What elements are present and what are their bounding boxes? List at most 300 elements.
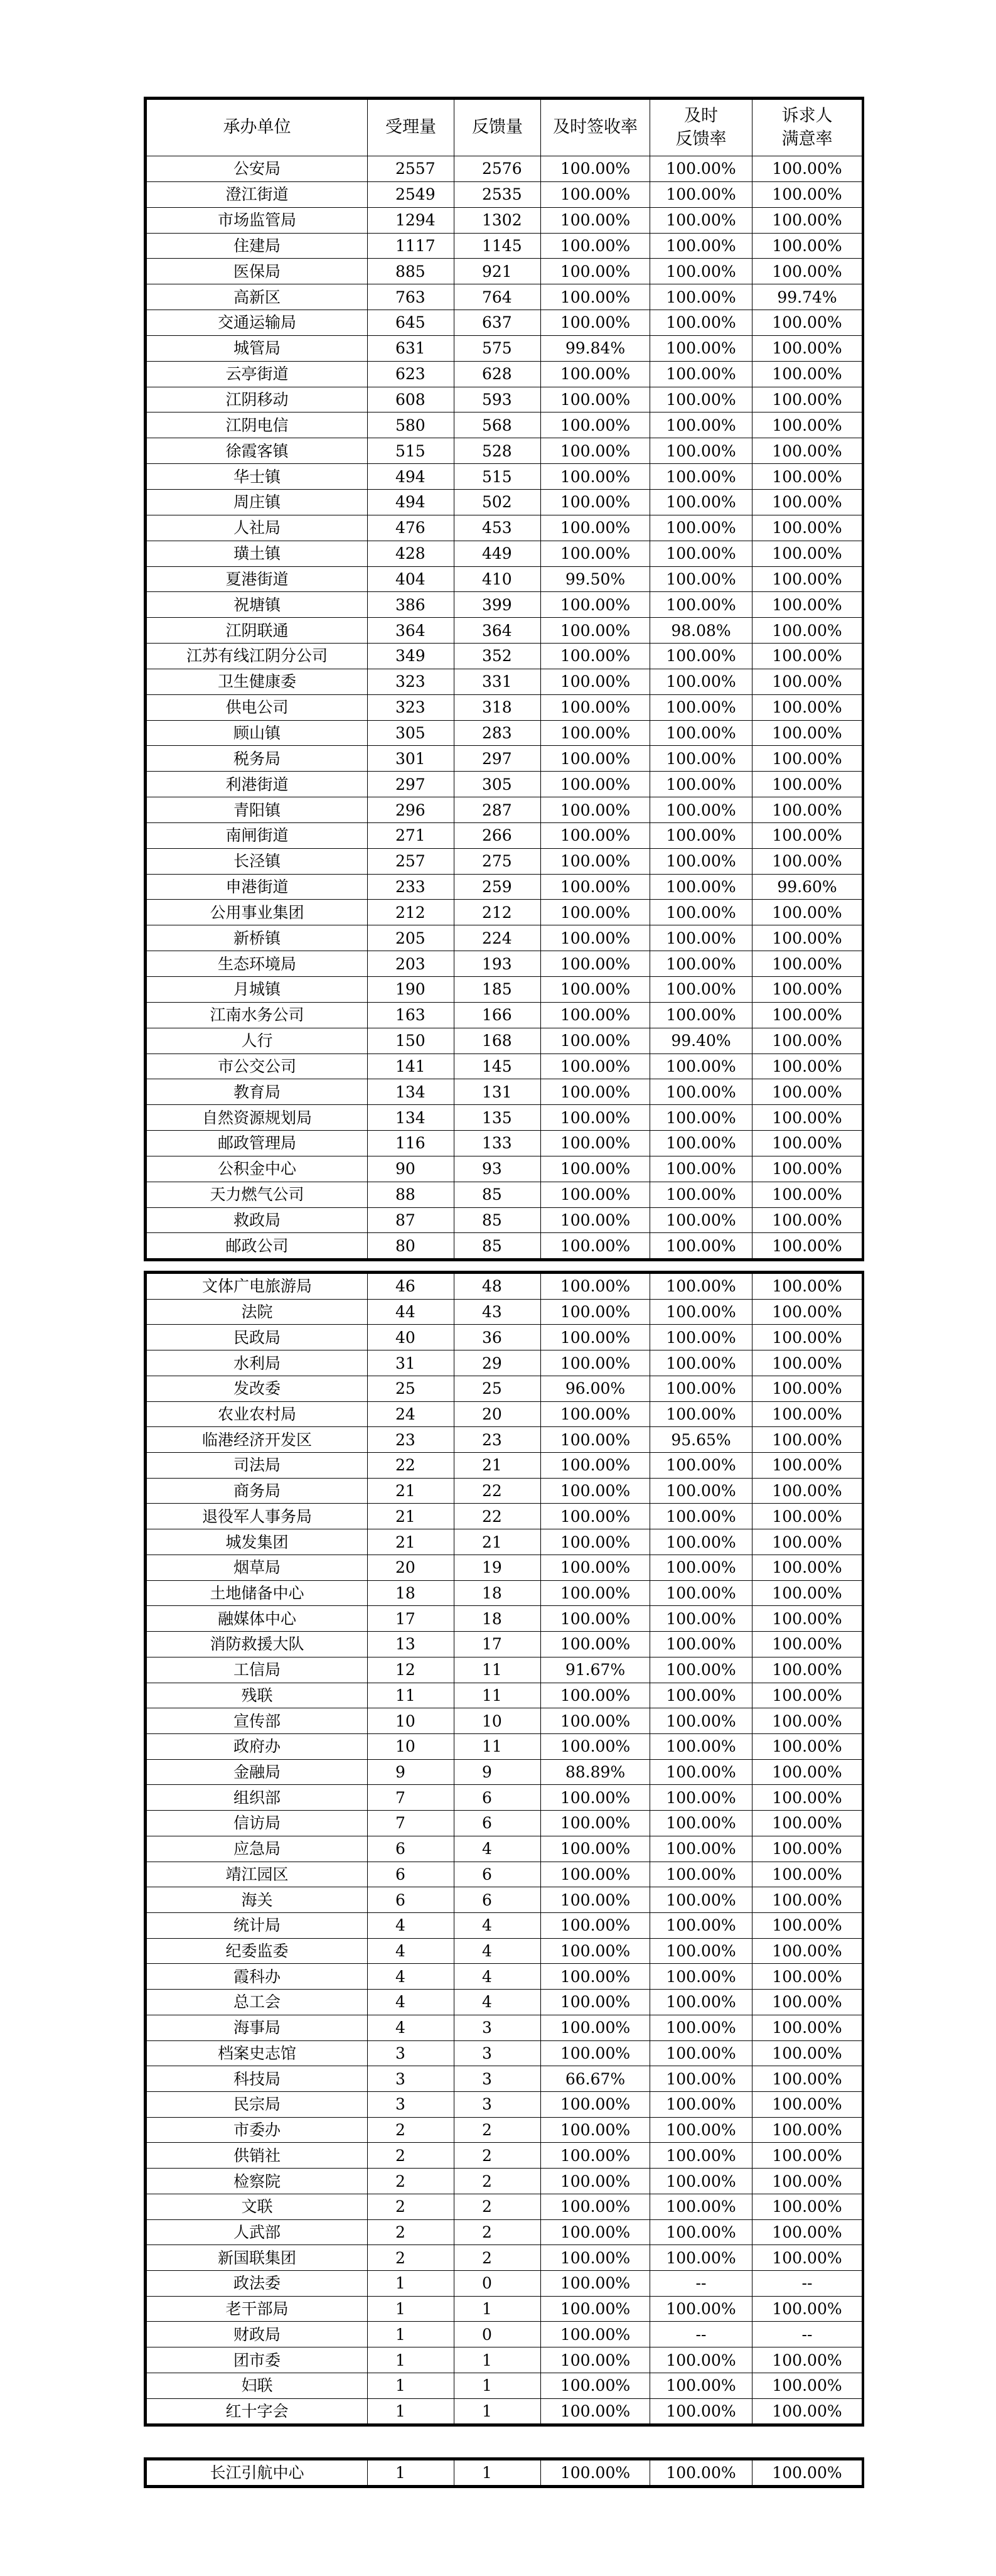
cell-timely-sign: 100.00%	[541, 464, 650, 490]
cell-satisfaction: 100.00%	[752, 361, 862, 387]
cell-received: 21	[368, 1504, 454, 1529]
cell-timely-sign: 100.00%	[541, 1580, 650, 1606]
cell-unit: 科技局	[147, 2066, 368, 2092]
cell-received: 212	[368, 900, 454, 925]
table-row	[147, 1105, 862, 1131]
cell-received: 1	[368, 2347, 454, 2373]
cell-feedback: 764	[454, 284, 541, 310]
cell-timely-sign: 100.00%	[541, 1733, 650, 1759]
cell-timely-feedback: 100.00%	[650, 720, 752, 746]
cell-unit: 供电公司	[147, 694, 368, 720]
cell-timely-feedback: 100.00%	[650, 1683, 752, 1708]
cell-feedback: 21	[454, 1453, 541, 1479]
table-row	[147, 951, 862, 977]
cell-feedback: 1	[454, 2296, 541, 2322]
cell-timely-sign: 100.00%	[541, 541, 650, 566]
cell-timely-sign: 100.00%	[541, 925, 650, 951]
table-row	[147, 412, 862, 438]
table-row	[147, 2117, 862, 2143]
cell-feedback: 168	[454, 1028, 541, 1054]
cell-feedback: 6	[454, 1811, 541, 1836]
cell-unit: 华士镇	[147, 464, 368, 490]
cell-feedback: 1	[454, 2373, 541, 2398]
cell-satisfaction: 100.00%	[752, 1427, 862, 1453]
cell-received: 46	[368, 1274, 454, 1300]
cell-timely-feedback: 100.00%	[650, 2040, 752, 2066]
cell-satisfaction: 100.00%	[752, 1156, 862, 1182]
cell-received: 2	[368, 2143, 454, 2169]
cell-received: 1	[368, 2460, 454, 2486]
cell-timely-feedback: 100.00%	[650, 797, 752, 823]
cell-unit: 邮政公司	[147, 1233, 368, 1259]
table-row	[147, 746, 862, 772]
cell-satisfaction: 100.00%	[752, 1811, 862, 1836]
cell-timely-feedback: 100.00%	[650, 1182, 752, 1207]
cell-timely-sign: 100.00%	[541, 310, 650, 336]
cell-satisfaction: 100.00%	[752, 1002, 862, 1028]
cell-timely-feedback: 100.00%	[650, 2194, 752, 2219]
cell-timely-feedback: 100.00%	[650, 694, 752, 720]
cell-feedback: 399	[454, 592, 541, 618]
table-row	[147, 489, 862, 515]
cell-received: 150	[368, 1028, 454, 1054]
cell-feedback: 4	[454, 1938, 541, 1964]
cell-feedback: 2	[454, 2219, 541, 2245]
cell-feedback: 1145	[454, 233, 541, 259]
cell-unit: 江阴电信	[147, 412, 368, 438]
table-row	[147, 2092, 862, 2118]
cell-timely-feedback: 100.00%	[650, 2092, 752, 2118]
table-row	[147, 2245, 862, 2271]
cell-received: 116	[368, 1131, 454, 1156]
cell-received: 24	[368, 1401, 454, 1427]
cell-feedback: 637	[454, 310, 541, 336]
cell-timely-feedback: 100.00%	[650, 284, 752, 310]
cell-unit: 公用事业集团	[147, 900, 368, 925]
cell-satisfaction: 100.00%	[752, 772, 862, 797]
cell-timely-sign: 100.00%	[541, 515, 650, 541]
cell-received: 494	[368, 464, 454, 490]
cell-feedback: 287	[454, 797, 541, 823]
cell-timely-sign: 100.00%	[541, 233, 650, 259]
cell-timely-feedback: 100.00%	[650, 1105, 752, 1131]
table-row	[147, 1912, 862, 1938]
cell-satisfaction: --	[752, 2271, 862, 2297]
cell-unit: 海关	[147, 1887, 368, 1913]
cell-timely-sign: 100.00%	[541, 1156, 650, 1182]
cell-timely-sign: 100.00%	[541, 1478, 650, 1504]
cell-received: 9	[368, 1759, 454, 1785]
cell-feedback: 145	[454, 1054, 541, 1079]
table-row	[147, 1785, 862, 1811]
cell-timely-sign: 100.00%	[541, 1079, 650, 1105]
table-row	[147, 1350, 862, 1376]
table-row	[147, 1207, 862, 1233]
table-row	[147, 1683, 862, 1708]
cell-received: 44	[368, 1299, 454, 1325]
cell-unit: 新国联集团	[147, 2245, 368, 2271]
cell-unit: 周庄镇	[147, 489, 368, 515]
table-row	[147, 2219, 862, 2245]
cell-satisfaction: 100.00%	[752, 515, 862, 541]
cell-timely-feedback: 100.00%	[650, 644, 752, 669]
cell-satisfaction: 100.00%	[752, 1325, 862, 1350]
cell-timely-feedback: 100.00%	[650, 1580, 752, 1606]
cell-timely-feedback: 100.00%	[650, 387, 752, 412]
table-row	[147, 361, 862, 387]
cell-satisfaction: 100.00%	[752, 900, 862, 925]
cell-satisfaction: 100.00%	[752, 1105, 862, 1131]
cell-timely-feedback: 100.00%	[650, 2296, 752, 2322]
cell-satisfaction: 100.00%	[752, 1887, 862, 1913]
cell-received: 1	[368, 2373, 454, 2398]
cell-feedback: 568	[454, 412, 541, 438]
cell-unit: 临港经济开发区	[147, 1427, 368, 1453]
cell-timely-feedback: 100.00%	[650, 2143, 752, 2169]
cell-timely-feedback: 100.00%	[650, 1733, 752, 1759]
cell-received: 885	[368, 259, 454, 284]
cell-unit: 市场监管局	[147, 207, 368, 233]
cell-timely-sign: 100.00%	[541, 1708, 650, 1734]
table-row	[147, 2398, 862, 2424]
cell-feedback: 921	[454, 259, 541, 284]
cell-timely-feedback: 100.00%	[650, 951, 752, 977]
cell-satisfaction: 100.00%	[752, 592, 862, 618]
cell-unit: 民政局	[147, 1325, 368, 1350]
table-row	[147, 1054, 862, 1079]
cell-feedback: 515	[454, 464, 541, 490]
cell-unit: 长泾镇	[147, 848, 368, 874]
cell-timely-feedback: 100.00%	[650, 746, 752, 772]
cell-unit: 江阴移动	[147, 387, 368, 412]
cell-timely-sign: 100.00%	[541, 2040, 650, 2066]
final-table	[144, 2457, 864, 2488]
cell-unit: 天力燃气公司	[147, 1182, 368, 1207]
cell-feedback: 1	[454, 2347, 541, 2373]
table-row	[147, 1453, 862, 1479]
cell-timely-sign: 100.00%	[541, 1862, 650, 1887]
cell-unit: 供销社	[147, 2143, 368, 2169]
header-timely-feedback: 及时 反馈率	[650, 100, 752, 156]
table-row	[147, 2322, 862, 2347]
table-row	[147, 874, 862, 900]
cell-feedback: 43	[454, 1299, 541, 1325]
cell-satisfaction: 100.00%	[752, 259, 862, 284]
cell-timely-sign: 100.00%	[541, 2117, 650, 2143]
cell-unit: 长江引航中心	[147, 2460, 368, 2486]
cell-satisfaction: 100.00%	[752, 2347, 862, 2373]
cell-received: 476	[368, 515, 454, 541]
cell-timely-sign: 100.00%	[541, 284, 650, 310]
cell-timely-feedback: 100.00%	[650, 1912, 752, 1938]
cell-received: 428	[368, 541, 454, 566]
cell-unit: 检察院	[147, 2169, 368, 2194]
cell-satisfaction: 100.00%	[752, 1054, 862, 1079]
table-row	[147, 1233, 862, 1259]
cell-timely-sign: 100.00%	[541, 2398, 650, 2424]
cell-unit: 江阴联通	[147, 618, 368, 644]
cell-feedback: 22	[454, 1504, 541, 1529]
cell-timely-feedback: 100.00%	[650, 259, 752, 284]
cell-received: 203	[368, 951, 454, 977]
cell-received: 6	[368, 1836, 454, 1862]
cell-timely-feedback: 100.00%	[650, 1079, 752, 1105]
cell-timely-feedback: 100.00%	[650, 1862, 752, 1887]
cell-feedback: 6	[454, 1785, 541, 1811]
cell-timely-sign: 100.00%	[541, 1632, 650, 1657]
cell-timely-sign: 100.00%	[541, 207, 650, 233]
cell-timely-feedback: 100.00%	[650, 1274, 752, 1300]
table-row	[147, 1811, 862, 1836]
cell-received: 305	[368, 720, 454, 746]
cell-feedback: 2	[454, 2143, 541, 2169]
cell-timely-sign: 100.00%	[541, 1054, 650, 1079]
cell-timely-feedback: 100.00%	[650, 515, 752, 541]
cell-feedback: 352	[454, 644, 541, 669]
cell-timely-sign: 100.00%	[541, 951, 650, 977]
cell-satisfaction: 100.00%	[752, 412, 862, 438]
cell-timely-feedback: 100.00%	[650, 1887, 752, 1913]
cell-unit: 纪委监委	[147, 1938, 368, 1964]
cell-satisfaction: 100.00%	[752, 2296, 862, 2322]
cell-received: 4	[368, 1964, 454, 1990]
cell-timely-sign: 100.00%	[541, 1811, 650, 1836]
cell-satisfaction: 100.00%	[752, 694, 862, 720]
cell-timely-sign: 100.00%	[541, 1105, 650, 1131]
cell-unit: 民宗局	[147, 2092, 368, 2118]
cell-timely-sign: 100.00%	[541, 412, 650, 438]
cell-timely-sign: 100.00%	[541, 1453, 650, 1479]
cell-received: 3	[368, 2092, 454, 2118]
cell-feedback: 21	[454, 1529, 541, 1555]
cell-feedback: 410	[454, 566, 541, 592]
cell-timely-sign: 100.00%	[541, 746, 650, 772]
cell-received: 25	[368, 1376, 454, 1401]
cell-timely-feedback: 100.00%	[650, 2117, 752, 2143]
cell-feedback: 6	[454, 1862, 541, 1887]
cell-timely-sign: 100.00%	[541, 1131, 650, 1156]
cell-received: 4	[368, 1938, 454, 1964]
cell-timely-sign: 100.00%	[541, 822, 650, 848]
cell-received: 6	[368, 1887, 454, 1913]
table-row	[147, 1325, 862, 1350]
cell-satisfaction: 100.00%	[752, 541, 862, 566]
cell-feedback: 85	[454, 1233, 541, 1259]
cell-feedback: 3	[454, 2015, 541, 2040]
table-row	[147, 2169, 862, 2194]
cell-timely-sign: 100.00%	[541, 874, 650, 900]
cell-unit: 残联	[147, 1683, 368, 1708]
cell-timely-feedback: 100.00%	[650, 2373, 752, 2398]
cell-feedback: 48	[454, 1274, 541, 1300]
cell-unit: 商务局	[147, 1478, 368, 1504]
cell-satisfaction: 100.00%	[752, 797, 862, 823]
cell-unit: 公安局	[147, 156, 368, 182]
table-row	[147, 207, 862, 233]
cell-satisfaction: 100.00%	[752, 1990, 862, 2015]
cell-unit: 人武部	[147, 2219, 368, 2245]
cell-unit: 人行	[147, 1028, 368, 1054]
cell-satisfaction: 100.00%	[752, 1657, 862, 1683]
cell-timely-sign: 100.00%	[541, 1427, 650, 1453]
table-row	[147, 772, 862, 797]
cell-timely-feedback: 100.00%	[650, 1759, 752, 1785]
table-row	[147, 1606, 862, 1632]
cell-timely-feedback: 100.00%	[650, 2347, 752, 2373]
cell-timely-feedback: 100.00%	[650, 1555, 752, 1580]
cell-timely-feedback: 100.00%	[650, 1478, 752, 1504]
cell-unit: 烟草局	[147, 1555, 368, 1580]
cell-unit: 应急局	[147, 1836, 368, 1862]
cell-received: 4	[368, 1912, 454, 1938]
cell-satisfaction: --	[752, 2322, 862, 2347]
cell-feedback: 3	[454, 2040, 541, 2066]
cell-received: 4	[368, 2015, 454, 2040]
cell-timely-sign: 100.00%	[541, 1233, 650, 1259]
cell-satisfaction: 100.00%	[752, 1028, 862, 1054]
cell-unit: 祝塘镇	[147, 592, 368, 618]
cell-unit: 人社局	[147, 515, 368, 541]
cell-satisfaction: 100.00%	[752, 1504, 862, 1529]
cell-satisfaction: 100.00%	[752, 335, 862, 361]
cell-satisfaction: 100.00%	[752, 1836, 862, 1862]
table-row	[147, 515, 862, 541]
cell-timely-sign: 100.00%	[541, 1683, 650, 1708]
cell-received: 763	[368, 284, 454, 310]
cell-received: 2549	[368, 181, 454, 207]
cell-timely-feedback: 100.00%	[650, 1836, 752, 1862]
cell-unit: 市委办	[147, 2117, 368, 2143]
table-row	[147, 1529, 862, 1555]
cell-timely-feedback: 100.00%	[650, 1401, 752, 1427]
table-row	[147, 592, 862, 618]
cell-feedback: 2	[454, 2169, 541, 2194]
cell-satisfaction: 100.00%	[752, 2066, 862, 2092]
cell-timely-sign: 100.00%	[541, 1555, 650, 1580]
cell-unit: 法院	[147, 1299, 368, 1325]
cell-satisfaction: 100.00%	[752, 746, 862, 772]
cell-received: 134	[368, 1079, 454, 1105]
table-row	[147, 2460, 862, 2486]
cell-received: 1	[368, 2398, 454, 2424]
cell-timely-sign: 100.00%	[541, 1938, 650, 1964]
cell-timely-sign: 100.00%	[541, 1182, 650, 1207]
cell-satisfaction: 100.00%	[752, 181, 862, 207]
table-row	[147, 2271, 862, 2297]
cell-received: 12	[368, 1657, 454, 1683]
cell-unit: 公积金中心	[147, 1156, 368, 1182]
continued-table	[144, 1271, 864, 2427]
cell-unit: 徐霞客镇	[147, 438, 368, 464]
cell-received: 233	[368, 874, 454, 900]
cell-satisfaction: 100.00%	[752, 489, 862, 515]
cell-unit: 宣传部	[147, 1708, 368, 1734]
cell-unit: 团市委	[147, 2347, 368, 2373]
cell-received: 190	[368, 977, 454, 1003]
cell-timely-sign: 100.00%	[541, 1002, 650, 1028]
cell-satisfaction: 100.00%	[752, 2143, 862, 2169]
cell-timely-feedback: 99.40%	[650, 1028, 752, 1054]
cell-feedback: 453	[454, 515, 541, 541]
cell-timely-feedback: --	[650, 2322, 752, 2347]
header-satisfaction: 诉求人 满意率	[752, 100, 862, 156]
cell-timely-sign: 100.00%	[541, 900, 650, 925]
cell-feedback: 10	[454, 1708, 541, 1734]
cell-timely-feedback: 100.00%	[650, 2015, 752, 2040]
cell-received: 1117	[368, 233, 454, 259]
cell-received: 257	[368, 848, 454, 874]
cell-timely-feedback: 100.00%	[650, 669, 752, 694]
cell-timely-sign: 100.00%	[541, 1912, 650, 1938]
cell-received: 163	[368, 1002, 454, 1028]
cell-timely-feedback: 100.00%	[650, 233, 752, 259]
cell-unit: 财政局	[147, 2322, 368, 2347]
cell-unit: 云亭街道	[147, 361, 368, 387]
cell-feedback: 266	[454, 822, 541, 848]
cell-timely-feedback: 100.00%	[650, 822, 752, 848]
cell-timely-feedback: 100.00%	[650, 181, 752, 207]
cell-satisfaction: 100.00%	[752, 618, 862, 644]
cell-unit: 组织部	[147, 1785, 368, 1811]
cell-satisfaction: 100.00%	[752, 848, 862, 874]
table-row	[147, 1401, 862, 1427]
cell-timely-feedback: 100.00%	[650, 2460, 752, 2486]
cell-timely-feedback: 100.00%	[650, 900, 752, 925]
cell-received: 40	[368, 1325, 454, 1350]
cell-unit: 卫生健康委	[147, 669, 368, 694]
cell-timely-feedback: 100.00%	[650, 464, 752, 490]
cell-feedback: 297	[454, 746, 541, 772]
cell-satisfaction: 100.00%	[752, 1759, 862, 1785]
cell-feedback: 18	[454, 1580, 541, 1606]
cell-timely-sign: 100.00%	[541, 438, 650, 464]
cell-timely-feedback: 100.00%	[650, 1785, 752, 1811]
cell-timely-feedback: 100.00%	[650, 1350, 752, 1376]
cell-timely-feedback: 100.00%	[650, 156, 752, 182]
cell-received: 2	[368, 2194, 454, 2219]
cell-timely-feedback: 100.00%	[650, 1938, 752, 1964]
cell-received: 631	[368, 335, 454, 361]
cell-satisfaction: 100.00%	[752, 1529, 862, 1555]
header-timely-sign: 及时签收率	[541, 100, 650, 156]
cell-feedback: 331	[454, 669, 541, 694]
cell-feedback: 36	[454, 1325, 541, 1350]
cell-satisfaction: 100.00%	[752, 1733, 862, 1759]
cell-timely-feedback: 100.00%	[650, 2219, 752, 2245]
cell-satisfaction: 100.00%	[752, 2373, 862, 2398]
cell-received: 1	[368, 2271, 454, 2297]
table-row	[147, 1759, 862, 1785]
cell-unit: 信访局	[147, 1811, 368, 1836]
cell-satisfaction: 100.00%	[752, 1708, 862, 1734]
cell-timely-feedback: 100.00%	[650, 1325, 752, 1350]
cell-satisfaction: 100.00%	[752, 822, 862, 848]
cell-feedback: 20	[454, 1401, 541, 1427]
cell-unit: 消防救援大队	[147, 1632, 368, 1657]
cell-satisfaction: 100.00%	[752, 1299, 862, 1325]
cell-timely-sign: 88.89%	[541, 1759, 650, 1785]
table-row	[147, 566, 862, 592]
cell-timely-sign: 100.00%	[541, 694, 650, 720]
cell-unit: 文联	[147, 2194, 368, 2219]
cell-timely-sign: 100.00%	[541, 977, 650, 1003]
cell-feedback: 449	[454, 541, 541, 566]
cell-timely-sign: 96.00%	[541, 1376, 650, 1401]
cell-received: 323	[368, 694, 454, 720]
cell-unit: 海事局	[147, 2015, 368, 2040]
cell-timely-feedback: 100.00%	[650, 489, 752, 515]
cell-received: 271	[368, 822, 454, 848]
